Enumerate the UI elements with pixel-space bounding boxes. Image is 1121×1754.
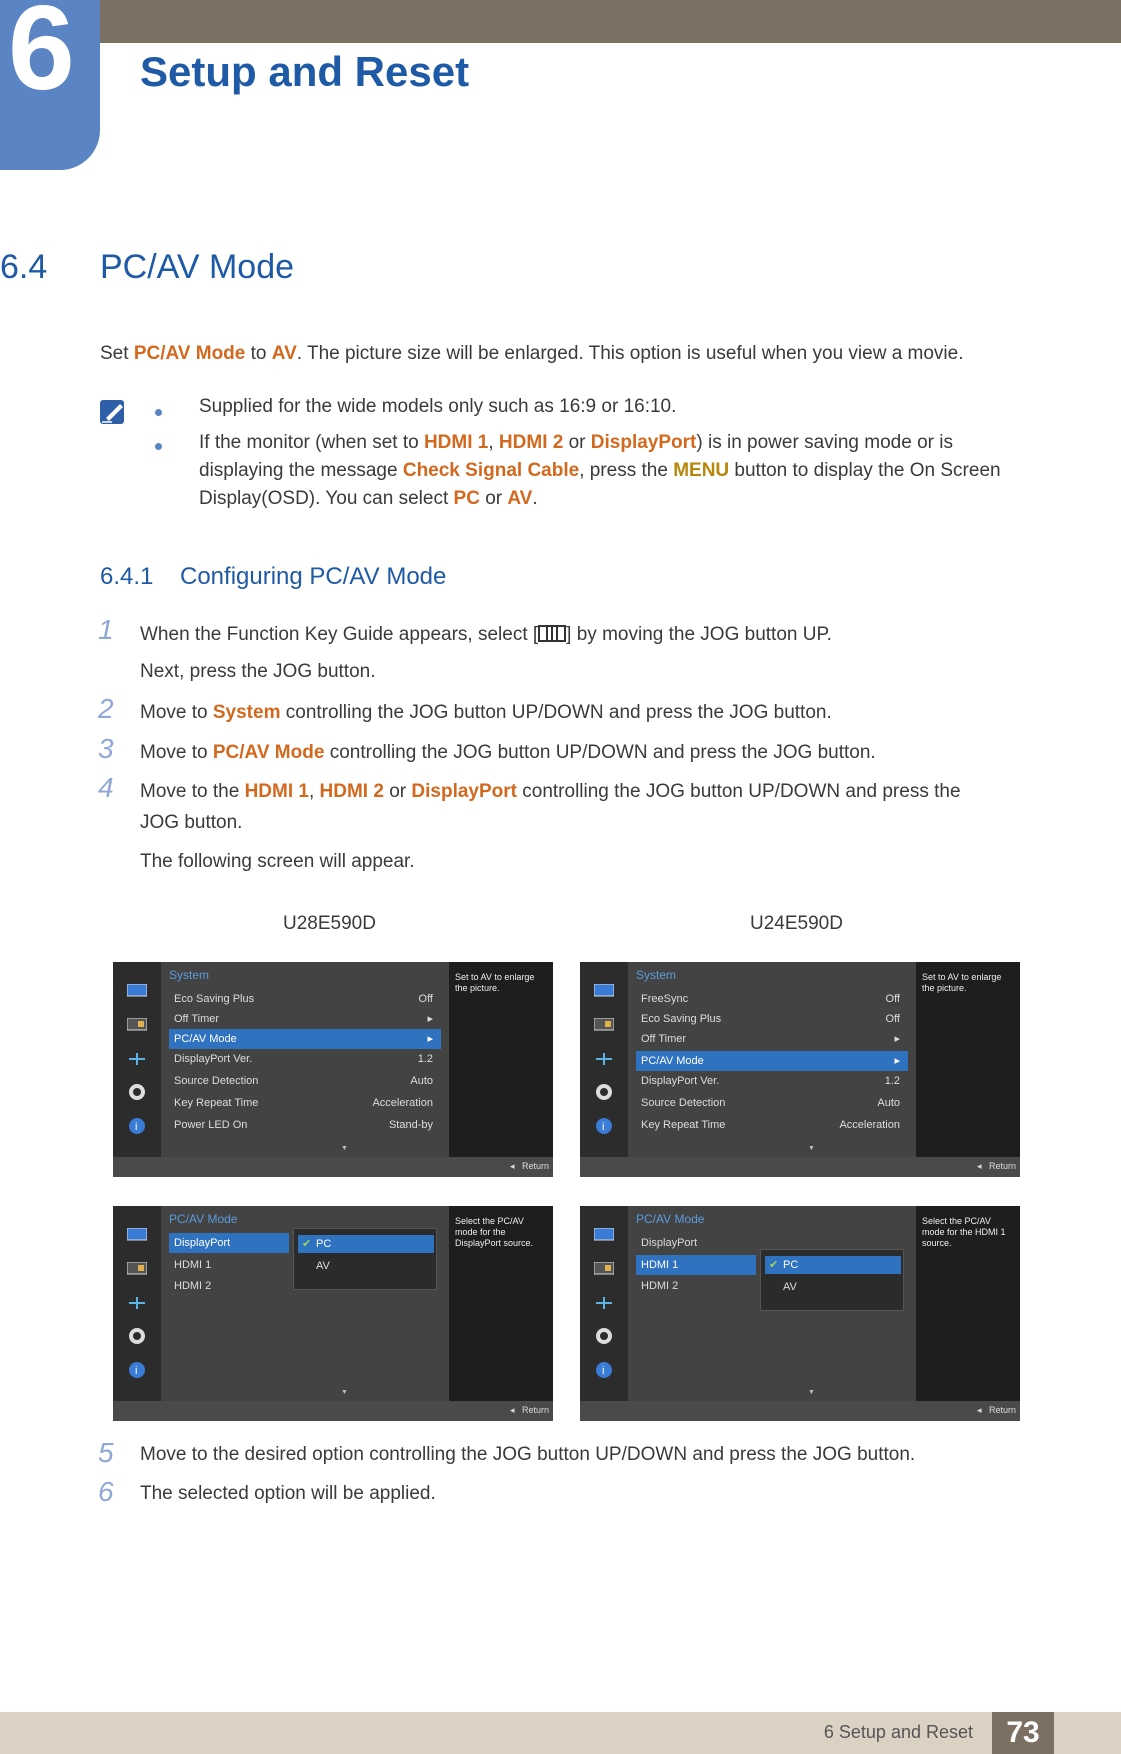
check-icon: ✔ <box>302 1238 312 1250</box>
osd-help-text: Set to AV to enlarge the picture. <box>916 962 1020 1157</box>
option-av[interactable]: AV <box>316 1260 330 1272</box>
step-3: Move to PC/AV Mode controlling the JOG button UP/DOWN and press the JOG button. <box>140 742 876 763</box>
osd-menu-panel <box>628 1206 916 1401</box>
osd-source-row-selected[interactable]: DisplayPort <box>169 1233 289 1253</box>
osd-source-row[interactable]: HDMI 2 <box>174 1280 212 1292</box>
intro-paragraph: Set PC/AV Mode to AV. The picture size will be enlarged. This option is useful when you view a movie. <box>100 343 964 364</box>
osd-footer <box>113 1157 553 1177</box>
osd-sidebar <box>113 962 161 1157</box>
return-label: ◂ Return <box>976 1405 1016 1415</box>
option-av[interactable]: AV <box>783 1281 797 1293</box>
osd-menu-title: System <box>169 968 210 982</box>
svg-text:i: i <box>602 1121 605 1133</box>
step-4-result: The following screen will appear. <box>140 851 415 872</box>
osd-screen-pcav-u24 <box>580 1206 1020 1421</box>
step-1: When the Function Key Guide appears, select [ ] by moving the JOG button UP. <box>140 624 832 645</box>
chapter-badge <box>0 0 100 170</box>
page-footer <box>0 1712 1121 1754</box>
size-position-icon <box>127 1052 147 1066</box>
osd-menu-row[interactable]: Key Repeat Time Acceleration <box>641 1119 900 1131</box>
note-2-line-1: If the monitor (when set to HDMI 1, HDMI 2 or DisplayPort) is in power saving mode or is <box>199 432 953 453</box>
section-heading <box>0 248 294 287</box>
step-4: Move to the HDMI 1, HDMI 2 or DisplayPort controlling the JOG button UP/DOWN and press the <box>140 781 961 802</box>
scroll-down-icon: ▼ <box>341 1389 348 1396</box>
picture-icon <box>127 984 147 998</box>
top-bar <box>0 0 1121 43</box>
step-number: 4 <box>98 772 114 803</box>
osd-screen-pcav-u28 <box>113 1206 553 1421</box>
check-icon: ✔ <box>769 1259 779 1271</box>
osd-menu-row[interactable]: Source Detection Auto <box>641 1097 900 1109</box>
osd-menu-row[interactable]: DisplayPort Ver. 1.2 <box>641 1075 900 1087</box>
step-number: 2 <box>98 693 114 724</box>
note-2-line-3: Display(OSD). You can select PC or AV. <box>199 488 538 509</box>
osd-menu-row[interactable]: Off Timer ▸ <box>174 1013 433 1025</box>
svg-text:i: i <box>135 1365 138 1377</box>
step-number: 6 <box>98 1476 114 1507</box>
section-number: 6.4 <box>0 248 48 286</box>
step-4-cont: JOG button. <box>140 812 243 833</box>
return-label: ◂ Return <box>509 1161 549 1171</box>
note-bullet <box>155 409 162 416</box>
osd-menu-row[interactable]: Eco Saving Plus Off <box>174 993 433 1005</box>
footer-chapter-label: 6 Setup and Reset <box>823 1722 973 1742</box>
note-icon <box>100 398 130 426</box>
gear-icon <box>594 1326 614 1346</box>
model-label-left: U28E590D <box>283 913 376 934</box>
osd-menu-row[interactable]: DisplayPort Ver. 1.2 <box>174 1053 433 1065</box>
size-position-icon <box>594 1052 614 1066</box>
gear-icon <box>127 1082 147 1102</box>
osd-help-text: Select the PC/AV mode for the HDMI 1 source. <box>916 1206 1020 1401</box>
osd-menu-row[interactable]: Power LED On Stand-by <box>174 1119 433 1131</box>
note-bullet <box>155 443 162 450</box>
step-5: Move to the desired option controlling the JOG button UP/DOWN and press the JOG button. <box>140 1444 916 1465</box>
osd-menu-title: PC/AV Mode <box>169 1212 238 1226</box>
scroll-down-icon: ▼ <box>808 1145 815 1152</box>
osd-source-row[interactable]: HDMI 2 <box>641 1280 679 1292</box>
osd-help-text: Select the PC/AV mode for the DisplayPort source. <box>449 1206 553 1401</box>
osd-source-row-selected[interactable]: HDMI 1 <box>636 1255 756 1275</box>
color-icon <box>594 1018 614 1032</box>
model-label-right: U24E590D <box>750 913 843 934</box>
info-icon <box>594 1118 614 1134</box>
return-label: ◂ Return <box>509 1405 549 1415</box>
osd-help-text: Set to AV to enlarge the picture. <box>449 962 553 1157</box>
section-title: PC/AV Mode <box>100 248 295 286</box>
picture-icon <box>594 1228 614 1242</box>
osd-menu-row[interactable]: Key Repeat Time Acceleration <box>174 1097 433 1109</box>
scroll-down-icon: ▼ <box>341 1145 348 1152</box>
osd-menu-row[interactable]: Eco Saving Plus Off <box>641 1013 900 1025</box>
osd-screen-system-u28 <box>113 962 553 1177</box>
osd-menu-title: PC/AV Mode <box>636 1212 705 1226</box>
step-1-cont: Next, press the JOG button. <box>140 661 376 682</box>
return-label: ◂ Return <box>976 1161 1016 1171</box>
osd-menu-panel <box>161 962 449 1157</box>
osd-menu-title: System <box>636 968 677 982</box>
subsection-heading: 6.4.1 Configuring PC/AV Mode <box>100 563 447 590</box>
step-2: Move to System controlling the JOG button UP/DOWN and press the JOG button. <box>140 702 832 723</box>
osd-menu-row-selected[interactable]: PC/AV Mode ▸ <box>636 1051 908 1071</box>
picture-icon <box>127 1228 147 1242</box>
osd-sidebar <box>580 962 628 1157</box>
info-icon <box>127 1118 147 1134</box>
osd-menu-row-selected[interactable]: PC/AV Mode ▸ <box>169 1029 441 1049</box>
color-icon <box>127 1262 147 1276</box>
osd-footer <box>580 1157 1020 1177</box>
color-icon <box>127 1018 147 1032</box>
osd-menu-row[interactable]: FreeSync Off <box>641 993 900 1005</box>
osd-footer <box>580 1401 1020 1421</box>
svg-text:i: i <box>135 1121 138 1133</box>
chapter-title: Setup and Reset <box>140 48 470 95</box>
option-pc[interactable]: ✔ PC <box>298 1235 434 1253</box>
step-number: 3 <box>98 733 114 764</box>
note-2-line-2: displaying the message Check Signal Cable, press the MENU button to display the On Screen <box>199 460 1001 481</box>
size-position-icon <box>594 1296 614 1310</box>
osd-source-row[interactable]: DisplayPort <box>641 1237 698 1249</box>
color-icon <box>594 1262 614 1276</box>
osd-menu-row[interactable]: Off Timer ▸ <box>641 1033 900 1045</box>
page-number: 73 <box>992 1712 1054 1754</box>
osd-option-popup <box>760 1249 904 1311</box>
step-6: The selected option will be applied. <box>140 1483 436 1504</box>
osd-menu-panel <box>161 1206 449 1401</box>
gear-icon <box>127 1326 147 1346</box>
gear-icon <box>594 1082 614 1102</box>
menu-grid-icon <box>538 623 566 643</box>
osd-sidebar <box>580 1206 628 1401</box>
svg-text:i: i <box>602 1365 605 1377</box>
option-pc[interactable]: ✔ PC <box>765 1256 901 1274</box>
picture-icon <box>594 984 614 998</box>
chapter-number: 6 <box>8 0 75 115</box>
osd-menu-row[interactable]: Source Detection Auto <box>174 1075 433 1087</box>
size-position-icon <box>127 1296 147 1310</box>
osd-source-row[interactable]: HDMI 1 <box>174 1259 212 1271</box>
osd-sidebar <box>113 1206 161 1401</box>
step-number: 1 <box>98 614 114 645</box>
step-number: 5 <box>98 1437 114 1468</box>
osd-footer <box>113 1401 553 1421</box>
osd-screen-system-u24 <box>580 962 1020 1177</box>
osd-menu-panel <box>628 962 916 1157</box>
info-icon <box>127 1362 147 1378</box>
scroll-down-icon: ▼ <box>808 1389 815 1396</box>
note-1: Supplied for the wide models only such as 16:9 or 16:10. <box>199 396 677 417</box>
osd-option-popup <box>293 1228 437 1290</box>
info-icon <box>594 1362 614 1378</box>
